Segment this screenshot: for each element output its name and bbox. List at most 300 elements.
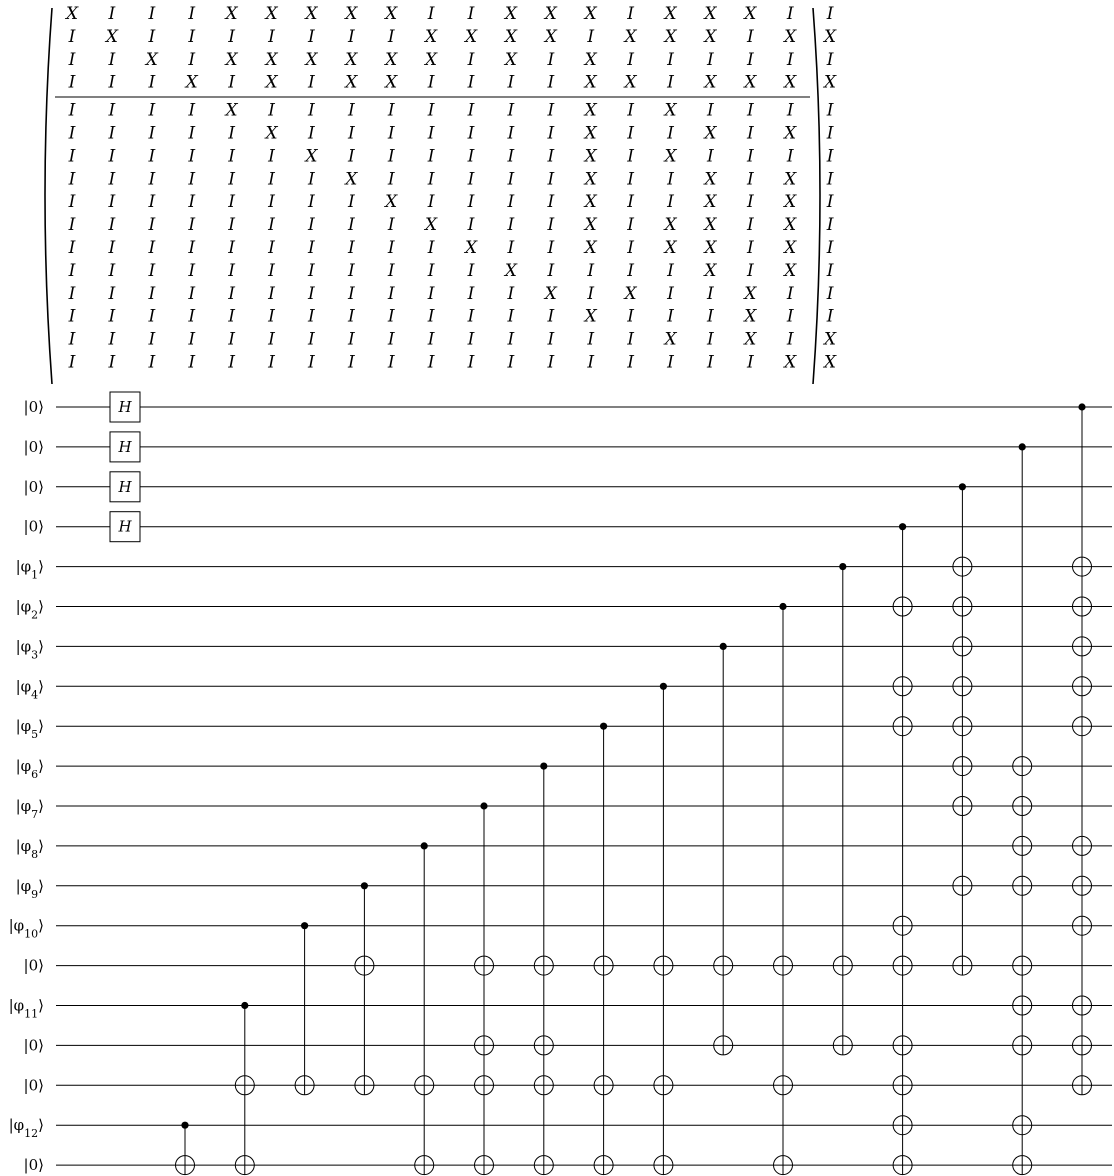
matrix-cell: X (105, 26, 118, 47)
matrix-cell: X (265, 49, 278, 70)
matrix-cell: X (464, 238, 478, 258)
matrix-cell: I (108, 4, 116, 24)
matrix-cell: X (504, 49, 517, 70)
matrix-cell: I (68, 306, 76, 327)
matrix-cell: I (68, 72, 76, 93)
matrix-cell: I (387, 169, 395, 190)
matrix-cell: X (225, 4, 238, 24)
matrix-cell: I (148, 169, 156, 190)
matrix-cell: X (784, 192, 797, 213)
matrix-cell: I (148, 215, 156, 236)
matrix-cell: I (627, 306, 634, 327)
matrix-cell: I (308, 260, 315, 281)
matrix-cell: I (148, 352, 156, 373)
matrix-cell: I (347, 306, 355, 327)
matrix-cell: I (148, 72, 156, 93)
matrix-cell: X (664, 4, 677, 24)
matrix-cell: I (746, 352, 754, 373)
matrix-cell: I (308, 169, 315, 190)
matrix-cell: I (268, 352, 275, 373)
wire-label: |0⟩ (23, 437, 44, 456)
matrix-cell: I (547, 49, 555, 70)
matrix-cell: X (664, 100, 677, 121)
matrix-cell: X (584, 72, 597, 93)
control-dot (361, 882, 368, 889)
wire-label: $|\varphi_{11}⟩$ (8, 996, 44, 1020)
matrix-cell: I (228, 192, 235, 213)
matrix-cell: I (627, 169, 634, 190)
matrix-cell: X (824, 26, 837, 47)
matrix-cell: I (547, 352, 555, 373)
matrix-cell: I (746, 49, 754, 70)
matrix-cell: I (826, 4, 834, 24)
matrix-cell: X (305, 4, 318, 24)
matrix-cell: X (345, 49, 358, 70)
matrix-cell: X (704, 123, 717, 144)
hadamard-label: H (118, 517, 132, 536)
matrix-cell: X (784, 72, 797, 93)
matrix-cell: I (108, 49, 116, 70)
wire-label: $|\varphi_9⟩$ (15, 876, 44, 901)
matrix-cell: I (627, 329, 634, 350)
wire-label: |0⟩ (23, 1036, 44, 1055)
matrix-cell: I (507, 100, 515, 121)
matrix-cell: I (108, 306, 116, 327)
matrix-cell: I (667, 283, 674, 304)
matrix-cell: I (68, 100, 76, 121)
matrix-cell: I (268, 306, 275, 327)
wire-label: |0⟩ (23, 956, 44, 975)
matrix-cell: I (268, 192, 275, 213)
matrix-cell: I (467, 169, 475, 190)
circuit-wires (9, 398, 1112, 1174)
matrix-cell: I (667, 123, 674, 144)
matrix-cell: I (746, 215, 754, 236)
matrix-cell: I (547, 192, 555, 213)
matrix-cell: I (347, 329, 355, 350)
matrix-cell: X (824, 72, 837, 93)
matrix-cell: X (704, 192, 717, 213)
matrix-cell: I (707, 306, 714, 327)
matrix-cell: X (704, 169, 717, 190)
matrix-cell: I (268, 100, 275, 121)
matrix-cell: I (188, 49, 196, 70)
matrix-cell: I (826, 192, 834, 213)
matrix-cell: I (587, 329, 595, 350)
matrix-cell: I (826, 215, 834, 236)
matrix-cell: X (784, 260, 797, 281)
matrix-cell: I (507, 72, 515, 93)
matrix-cell: I (627, 352, 634, 373)
matrix-cell: X (824, 329, 837, 350)
matrix-cell: X (664, 329, 677, 350)
matrix-cell: I (188, 238, 196, 258)
matrix-cell: I (268, 169, 275, 190)
matrix-cell: I (707, 352, 714, 373)
matrix-cell: I (68, 146, 76, 167)
matrix-cell: I (68, 329, 76, 350)
control-dot (959, 483, 966, 490)
matrix-cell: X (624, 283, 637, 304)
matrix-cell: X (704, 72, 717, 93)
matrix-cell: I (148, 146, 156, 167)
matrix-cell: X (824, 352, 837, 373)
control-dot (181, 1122, 188, 1129)
matrix-cell: I (68, 352, 76, 373)
matrix-cell: X (584, 4, 597, 24)
control-dot (660, 683, 667, 690)
wire-label: $|\varphi_6⟩$ (15, 757, 44, 781)
matrix-cell: I (667, 72, 674, 93)
matrix-cell: I (746, 123, 754, 144)
matrix-cell: X (784, 238, 797, 258)
matrix-cell: X (145, 49, 158, 70)
matrix-cell: I (587, 26, 595, 47)
matrix-cell: I (268, 146, 275, 167)
matrix-cell: I (188, 169, 196, 190)
matrix-cell: I (786, 146, 794, 167)
matrix-cell: I (427, 306, 435, 327)
matrix-cell: I (228, 238, 235, 258)
matrix-cell: X (544, 283, 557, 304)
matrix-cell: X (584, 100, 597, 121)
hadamard-label: H (118, 477, 132, 496)
matrix-cell: I (746, 100, 754, 121)
matrix-cell: I (427, 352, 435, 373)
matrix-cell: I (387, 215, 395, 236)
matrix-cell: I (148, 26, 156, 47)
wire-label: $|\varphi_7⟩$ (15, 797, 44, 821)
matrix-cell: I (507, 306, 515, 327)
matrix-cell: I (148, 283, 156, 304)
control-dot (301, 922, 308, 929)
matrix-cell: I (387, 260, 395, 281)
matrix-cell: X (784, 123, 797, 144)
matrix-cell: X (744, 306, 757, 327)
stabilizer-matrix (45, 4, 837, 384)
control-dot (1019, 443, 1026, 450)
matrix-cell: I (108, 215, 116, 236)
matrix-cell: I (188, 100, 196, 121)
matrix-cell: X (225, 100, 238, 121)
matrix-cell: X (704, 238, 717, 258)
matrix-cell: I (427, 192, 435, 213)
matrix-cell: I (826, 169, 834, 190)
matrix-cell: I (707, 329, 714, 350)
wire-label: |0⟩ (23, 517, 44, 536)
matrix-cell: I (228, 123, 235, 144)
matrix-cell: I (507, 123, 515, 144)
matrix-cell: X (385, 49, 398, 70)
matrix-cell: X (504, 4, 517, 24)
wire-label: |0⟩ (23, 1156, 44, 1175)
matrix-cell: I (587, 260, 595, 281)
matrix-cell: I (467, 72, 475, 93)
matrix-cell: I (268, 283, 275, 304)
matrix-cell: I (148, 100, 156, 121)
matrix-cell: X (624, 72, 637, 93)
matrix-cell: I (387, 26, 395, 47)
matrix-cell: I (347, 192, 355, 213)
matrix-cell: I (627, 215, 634, 236)
matrix-cell: I (68, 238, 76, 258)
matrix-cell: X (744, 72, 757, 93)
matrix-cell: I (427, 72, 435, 93)
matrix-cell: X (704, 215, 717, 236)
matrix-cell: I (308, 100, 315, 121)
wire-label: $|\varphi_{12}⟩$ (8, 1116, 44, 1140)
matrix-cell: I (387, 283, 395, 304)
control-lines (185, 407, 1082, 1165)
matrix-cell: I (547, 329, 555, 350)
matrix-cell: I (268, 260, 275, 281)
matrix-cell: I (188, 26, 196, 47)
matrix-cell: X (544, 26, 557, 47)
matrix-cell: I (707, 283, 714, 304)
matrix-cell: I (786, 4, 794, 24)
matrix-cell: I (746, 26, 754, 47)
matrix-cell: I (627, 192, 634, 213)
matrix-cell: I (347, 215, 355, 236)
control-dot (241, 1002, 248, 1009)
matrix-cell: I (547, 215, 555, 236)
matrix-cell: X (345, 169, 358, 190)
matrix-cell: I (786, 283, 794, 304)
matrix-cell: I (507, 352, 515, 373)
matrix-cell: I (188, 260, 196, 281)
matrix-cell: X (744, 283, 757, 304)
matrix-cell: I (467, 306, 475, 327)
matrix-cell: I (467, 329, 475, 350)
matrix-cell: I (308, 123, 315, 144)
matrix-cell: X (584, 49, 597, 70)
control-dot (899, 523, 906, 530)
matrix-cell: I (228, 146, 235, 167)
control-dot (480, 802, 487, 809)
matrix-cell: I (308, 26, 315, 47)
matrix-cell: I (68, 260, 76, 281)
matrix-cell: I (228, 329, 235, 350)
matrix-cell: I (507, 283, 515, 304)
matrix-cell: I (308, 192, 315, 213)
matrix-cell: X (584, 146, 597, 167)
matrix-left-paren (45, 8, 52, 384)
matrix-cell: X (704, 4, 717, 24)
matrix-cell: I (347, 26, 355, 47)
matrix-cell: I (667, 260, 674, 281)
matrix-cell: I (148, 238, 156, 258)
wire-label: |0⟩ (23, 1076, 44, 1095)
matrix-cell: I (228, 260, 235, 281)
matrix-cell: X (584, 123, 597, 144)
matrix-cell: I (467, 283, 475, 304)
matrix-cell: I (427, 100, 435, 121)
matrix-cell: I (148, 192, 156, 213)
matrix-cell: I (268, 329, 275, 350)
matrix-cell: I (228, 215, 235, 236)
hadamard-label: H (118, 398, 132, 416)
control-dot (540, 763, 547, 770)
matrix-cell: I (627, 123, 634, 144)
matrix-cell: I (507, 238, 515, 258)
matrix-cell: I (68, 192, 76, 213)
matrix-cell: I (108, 146, 116, 167)
matrix-cell: I (347, 146, 355, 167)
matrix-cell: I (427, 146, 435, 167)
matrix-cell: I (826, 283, 834, 304)
matrix-cell: X (744, 329, 757, 350)
matrix-cell: I (188, 283, 196, 304)
matrix-cell: X (664, 26, 677, 47)
matrix-cell: X (345, 4, 358, 24)
matrix-cell: I (707, 146, 714, 167)
matrix-cell: I (826, 238, 834, 258)
matrix-cell: I (228, 352, 235, 373)
matrix-cell: I (547, 100, 555, 121)
matrix-cell: X (385, 72, 398, 93)
matrix-cell: X (65, 4, 79, 24)
matrix-cell: I (427, 238, 435, 258)
matrix-cell: X (664, 215, 677, 236)
matrix-cell: X (664, 146, 677, 167)
matrix-cell: X (544, 4, 557, 24)
matrix-cell: I (746, 192, 754, 213)
matrix-cell: I (826, 100, 834, 121)
matrix-cell: X (624, 26, 637, 47)
matrix-cell: I (188, 306, 196, 327)
matrix-cell: I (507, 192, 515, 213)
matrix-cell: I (467, 49, 475, 70)
matrix-cell: I (746, 238, 754, 258)
matrix-cell: I (467, 352, 475, 373)
matrix-cell: I (587, 283, 595, 304)
matrix-cell: I (188, 146, 196, 167)
control-dot (779, 603, 786, 610)
matrix-cell: I (308, 215, 315, 236)
matrix-cell: I (427, 169, 435, 190)
matrix-cell: I (387, 123, 395, 144)
control-dot (839, 563, 846, 570)
matrix-cell: I (507, 329, 515, 350)
wire-label: |0⟩ (23, 477, 44, 496)
matrix-cell: I (786, 100, 794, 121)
matrix-cell: I (148, 306, 156, 327)
matrix-cell: I (627, 238, 634, 258)
matrix-cell: I (188, 215, 196, 236)
wire-label: $|\varphi_2⟩$ (15, 597, 44, 621)
matrix-cell: X (744, 4, 757, 24)
matrix-cell: I (347, 100, 355, 121)
matrix-cell: I (507, 146, 515, 167)
matrix-cell: X (345, 72, 358, 93)
matrix-cell: I (547, 146, 555, 167)
matrix-cell: I (108, 72, 116, 93)
matrix-cell: I (387, 100, 395, 121)
matrix-cell: I (108, 100, 116, 121)
matrix-cell: I (108, 283, 116, 304)
matrix-cell: I (308, 352, 315, 373)
matrix-cell: I (148, 260, 156, 281)
matrix-cell: I (188, 192, 196, 213)
matrix-cell: X (504, 26, 517, 47)
matrix-cell: I (667, 306, 674, 327)
matrix-cell: I (587, 352, 595, 373)
matrix-cell: I (826, 146, 834, 167)
matrix-cell: X (265, 72, 278, 93)
matrix-cell: X (584, 169, 597, 190)
matrix-cell: I (268, 26, 275, 47)
matrix-cell: I (387, 238, 395, 258)
matrix-cell: I (547, 72, 555, 93)
matrix-cell: I (108, 192, 116, 213)
matrix-cell: I (627, 4, 634, 24)
matrix-cell: I (547, 169, 555, 190)
matrix-cell: I (547, 306, 555, 327)
matrix-cell: I (108, 238, 116, 258)
circuit-gates (110, 392, 1092, 1175)
matrix-cell: I (826, 49, 834, 70)
matrix-cell: I (786, 306, 794, 327)
matrix-cell: X (504, 260, 517, 281)
matrix-cell: X (385, 4, 398, 24)
matrix-cell: I (108, 329, 116, 350)
matrix-cell: X (584, 192, 597, 213)
matrix-cell: I (627, 49, 634, 70)
matrix-cell: I (268, 238, 275, 258)
matrix-cell: X (425, 215, 438, 236)
matrix-cell: I (347, 260, 355, 281)
matrix-cell: I (68, 169, 76, 190)
matrix-cell: X (784, 169, 797, 190)
matrix-cell: X (784, 215, 797, 236)
matrix-cell: I (308, 329, 315, 350)
matrix-cell: I (547, 260, 555, 281)
matrix-cell: I (148, 329, 156, 350)
matrix-cell: X (784, 26, 797, 47)
matrix-cell: I (627, 260, 634, 281)
matrix-cell: I (667, 352, 674, 373)
matrix-cell: I (467, 215, 475, 236)
wire-label: $|\varphi_4⟩$ (15, 677, 44, 701)
matrix-cell: X (664, 238, 677, 258)
matrix-cell: X (464, 26, 478, 47)
matrix-cell: I (667, 49, 674, 70)
matrix-cell: I (68, 123, 76, 144)
wire-label: $|\varphi_8⟩$ (15, 836, 44, 861)
matrix-cell: I (746, 169, 754, 190)
matrix-cell: I (387, 146, 395, 167)
matrix-cell: I (746, 146, 754, 167)
matrix-cell: I (228, 283, 235, 304)
matrix-cell: I (387, 352, 395, 373)
matrix-cell: I (268, 215, 275, 236)
matrix-cell: I (507, 169, 515, 190)
matrix-cell: X (265, 4, 278, 24)
matrix-cell: I (387, 329, 395, 350)
matrix-cell: X (265, 123, 278, 144)
matrix-cell: I (308, 238, 315, 258)
matrix-cell: I (68, 49, 76, 70)
hadamard-label: H (118, 437, 132, 456)
matrix-cell: I (68, 283, 76, 304)
matrix-cell: I (627, 146, 634, 167)
matrix-cell: I (507, 215, 515, 236)
matrix-cell: I (427, 4, 435, 24)
matrix-cell: I (547, 123, 555, 144)
matrix-cell: I (188, 4, 196, 24)
matrix-cell: I (427, 283, 435, 304)
matrix-cell: I (427, 329, 435, 350)
